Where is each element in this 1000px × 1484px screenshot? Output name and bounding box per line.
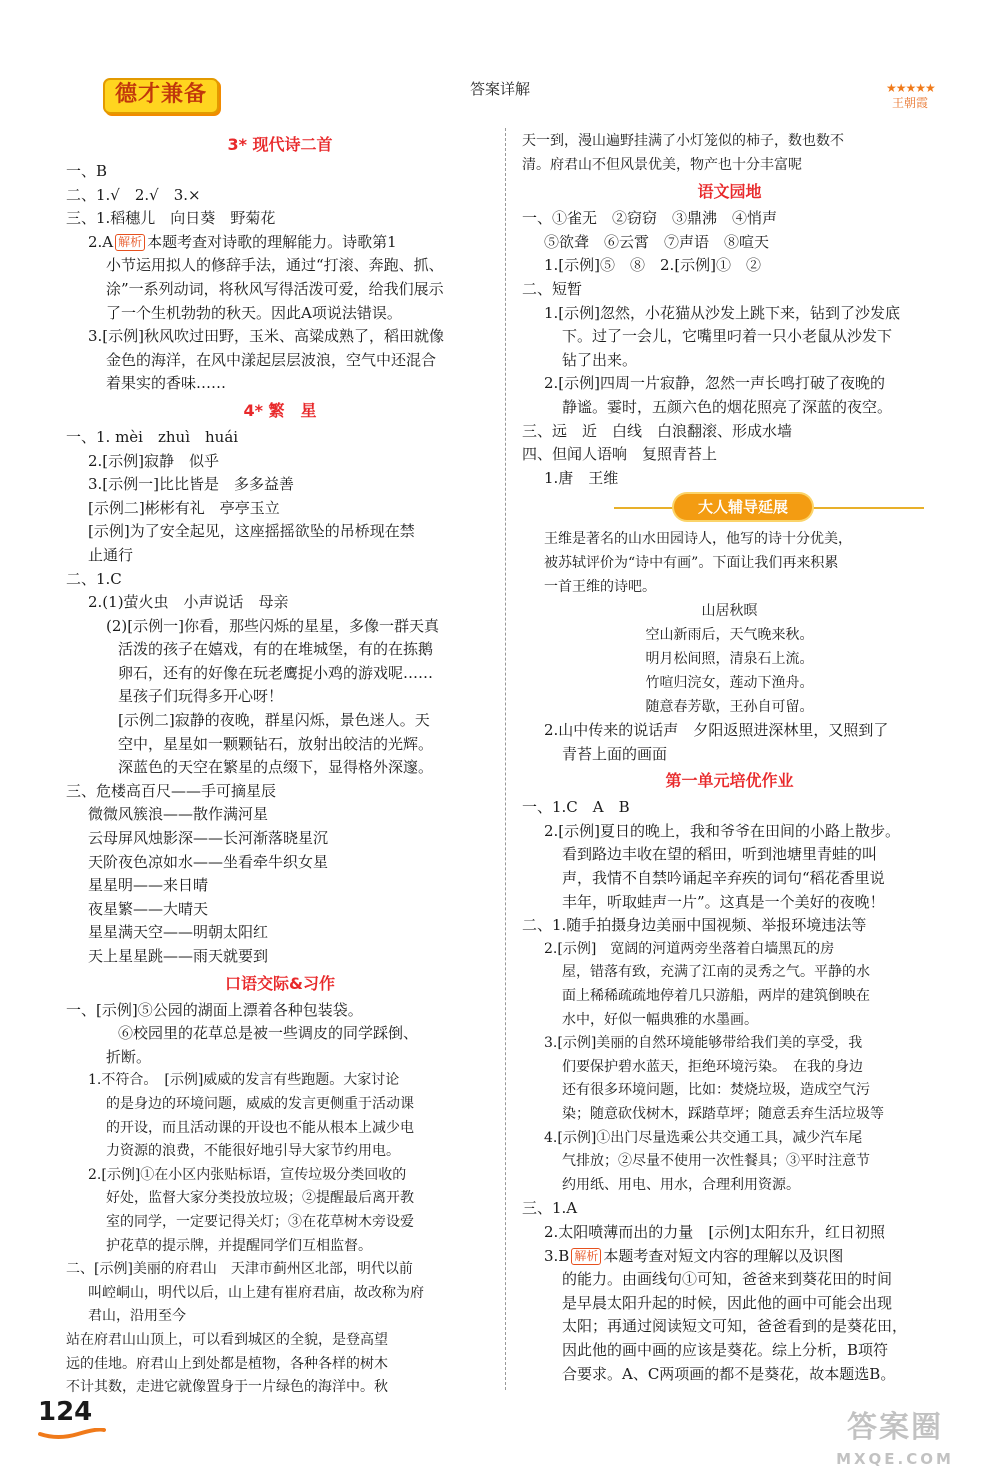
text-line: 一、1. mèi zhuì huái <box>66 427 239 446</box>
text-line: 云母屏风烛影深——长河渐落晓星沉 <box>88 829 329 848</box>
text-line: 因此他的画中画的应该是葵花。综上分析，B项符 <box>562 1340 889 1359</box>
text-line: 4.[示例]①出门尽量选乘公共交通工具，减少汽车尾 <box>544 1129 863 1146</box>
text-line: 四、但闻人语响 复照青苔上 <box>522 445 718 464</box>
left-column <box>66 130 494 1400</box>
section-title-lesson4: 4* 繁 星 <box>243 400 317 420</box>
text-line: 王维是著名的山水田园诗人，他写的诗十分优美， <box>544 531 852 548</box>
right-column <box>522 130 937 1386</box>
text-line: 的是身边的环境问题，威威的发言更侧重于活动课 <box>106 1095 414 1112</box>
text-line: 好处，监督大家分类投放垃圾；②提醒最后离开教 <box>106 1190 414 1207</box>
text-line: 天上星星跳——雨天就要到 <box>88 947 269 965</box>
text-line: 星星满天空——明朝太阳红 <box>88 923 269 942</box>
text-line: 二、1.√ 2.√ 3.× <box>66 185 201 204</box>
text-line: 2.[示例]①在小区内张贴标语，宣传垃圾分类回收的 <box>88 1166 407 1183</box>
watermark <box>820 1408 970 1478</box>
text-line: 2.山中传来的说话声 夕阳返照进深林里，又照到了 <box>544 721 889 740</box>
text-line: 二、短暂 <box>522 279 583 298</box>
text-line: 被苏轼评价为“诗中有画”。下面让我们再来积累 <box>544 554 839 571</box>
text-line: 深蓝色的天空在繁星的点缀下，显得格外深邃。 <box>118 758 434 777</box>
text-line: 叫崆峒山，明代以后，山上建有崔府君庙，故改称为府 <box>88 1284 424 1301</box>
text-line: 的能力。由画线句①可知，爸爸来到葵花田的时间 <box>562 1270 893 1289</box>
section-title-speaking-writing: 口语交际&习作 <box>225 973 335 993</box>
watermark-title: 答案圈 <box>847 1410 943 1445</box>
section-title-unit1-homework: 第一单元培优作业 <box>665 771 794 791</box>
text-line: 青苔上面的画面 <box>562 744 668 763</box>
text-line: 2.[示例] 宽阔的河道两旁坐落着白墙黑瓦的房 <box>544 940 835 957</box>
brand-logo: 德才兼备 <box>103 78 219 114</box>
text-line: [示例]为了安全起见，这座摇摇欲坠的吊桥现在禁 <box>88 522 415 541</box>
text-line: 1.不符合。 [示例]威威的发言有些跑题。大家讨论 <box>88 1072 400 1089</box>
text-line: 合要求。A、C两项画的都不是葵花，故本题选B。 <box>562 1364 896 1383</box>
text-line: 三、危楼高百尺——手可摘星辰 <box>66 781 277 800</box>
text-line <box>522 1245 937 1269</box>
text-line: 一首王维的诗吧。 <box>544 578 656 595</box>
text-line: 卵石，还有的好像在玩老鹰捉小鸡的游戏呢…… <box>118 663 434 682</box>
text-line: 们要保护碧水蓝天，拒绝环境污染。 在我的身边 <box>562 1058 863 1075</box>
text-line: 金色的海洋，在风中漾起层层波浪，空气中还混合 <box>106 350 437 369</box>
text-line: 止通行 <box>88 545 134 564</box>
page-header <box>0 0 1000 120</box>
text-line: 着果实的香味…… <box>106 374 227 393</box>
text-line: 夜星繁——大晴天 <box>88 899 209 918</box>
page-title: 答案详解 <box>469 80 530 98</box>
text-line: 君山，沿用至今 <box>88 1308 186 1325</box>
text-line: 面上稀稀疏疏地停着几只游船，两岸的建筑倒映在 <box>562 988 870 1005</box>
text-line: 还有很多环境问题，比如：焚烧垃圾，造成空气污 <box>562 1082 870 1099</box>
text-line: 1.[示例]⑤ ⑧ 2.[示例]① ② <box>544 256 762 275</box>
section-title-chinese-garden: 语文园地 <box>697 182 762 202</box>
text-line: 力资源的浪费，不能很好地引导大家节约用电。 <box>106 1143 400 1160</box>
text-line: 二、[示例]美丽的府君山 天津市蓟州区北部，明代以前 <box>66 1261 413 1278</box>
text-span: 2.A <box>88 232 114 251</box>
page-number: 124 <box>38 1397 93 1427</box>
poem-line: 明月松间照，清泉石上流。 <box>645 651 814 668</box>
text-line: 室的同学，一定要记得关灯；③在花草树木旁设爱 <box>106 1213 414 1230</box>
text-line: 染；随意砍伐树木，踩踏草坪；随意丢弃生活垃圾等 <box>562 1106 884 1122</box>
publisher-logo-text: 王朝霞 <box>892 96 929 110</box>
extension-banner-label: 大人辅导延展 <box>674 494 812 520</box>
text-line: 天阶夜色凉如水——坐看牵牛织女星 <box>88 852 329 871</box>
text-line: 气排放；②尽量不使用一次性餐具；③平时注意节 <box>562 1153 870 1170</box>
publisher-logo <box>872 82 952 112</box>
text-line: 星孩子们玩得多开心呀！ <box>118 687 284 706</box>
text-line: 天一到，漫山遍野挂满了小灯笼似的柿子，数也数不 <box>522 133 844 149</box>
poem-title: 山居秋暝 <box>701 603 758 620</box>
text-line: 2.[示例]四周一片寂静，忽然一声长鸣打破了夜晚的 <box>544 374 886 393</box>
text-line: 二、1.C <box>66 569 122 588</box>
text-line: 三、1.稻穗儿 向日葵 野菊花 <box>66 209 276 228</box>
text-line: 1.唐 王维 <box>544 468 619 487</box>
analysis-tag: 解析 <box>571 1248 601 1265</box>
text-line: 涂”一系列动词，将秋风写得活泼可爱，给我们展示 <box>106 279 444 298</box>
text-line: 护花草的提示牌，并提醒同学们互相监督。 <box>106 1237 372 1254</box>
text-line: 屋，错落有致，充满了江南的灵秀之气。平静的水 <box>562 964 870 981</box>
watermark-url: MXQE.COM <box>836 1450 954 1468</box>
text-line: 一、①雀无 ②窃窃 ③鼎沸 ④悄声 <box>522 209 778 228</box>
text-line: 约用纸、用电、用水，合理利用资源。 <box>562 1176 800 1193</box>
text-line: 清。府君山不但风景优美，物产也十分丰富呢 <box>522 156 802 173</box>
text-line: 远的佳地。府君山上到处都是植物，各种各样的树木 <box>66 1355 388 1372</box>
text-line: 星星明——来日晴 <box>88 876 209 895</box>
text-line: 折断。 <box>106 1047 152 1066</box>
text-line: 三、远 近 白线 白浪翻滚、形成水墙 <box>522 421 793 440</box>
text-span: 3.B <box>544 1246 570 1265</box>
swoosh-icon <box>38 1428 106 1440</box>
text-line: 2.(1)萤火虫 小声说话 母亲 <box>88 593 289 612</box>
column-divider <box>505 128 506 1390</box>
text-line: 静谧。霎时，五颜六色的烟花照亮了深蓝的夜空。 <box>562 397 893 416</box>
text-line: 2.[示例]夏日的晚上，我和爷爷在田间的小路上散步。 <box>544 821 901 840</box>
text-line: 的开设，而且活动课的开设也不能从根本上减少电 <box>106 1119 414 1136</box>
text-line: 声，我情不自禁吟诵起辛弃疾的词句“稻花香里说 <box>562 869 885 888</box>
text-line: 1.[示例]忽然，小花猫从沙发上跳下来，钻到了沙发底 <box>544 303 901 322</box>
text-line: 站在府君山山顶上，可以看到城区的全貌，是登高望 <box>66 1331 388 1348</box>
poem-line: 空山新雨后，天气晚来秋。 <box>645 627 814 644</box>
text-line: 了一个生机勃勃的秋天。因此A项说法错误。 <box>106 303 402 322</box>
text-span: 本题考查对短文内容的理解以及识图 <box>603 1246 844 1265</box>
text-line: 太阳；再通过阅读短文可知，爸爸看到的是葵花田， <box>562 1317 908 1336</box>
text-line: 3.[示例]秋风吹过田野，玉米、高粱成熟了，稻田就像 <box>88 327 445 346</box>
poem-line: 竹喧归浣女，莲动下渔舟。 <box>645 675 814 692</box>
text-line: 一、[示例]⑤公园的湖面上漂着各种包装袋。 <box>66 1000 363 1019</box>
text-line: 小节运用拟人的修辞手法，通过“打滚、奔跑、抓、 <box>106 256 444 275</box>
text-line: (2)[示例一]你看，那些闪烁的星星，多像一群天真 <box>106 616 439 635</box>
text-line: 活泼的孩子在嬉戏，有的在堆城堡，有的在拣鹅 <box>118 640 434 659</box>
text-line: 丰年，听取蛙声一片”。这真是一个美好的夜晚！ <box>562 892 885 911</box>
text-line: [示例二]寂静的夜晚，群星闪烁，景色迷人。天 <box>118 711 430 730</box>
text-line: 一、1.C A B <box>522 798 630 817</box>
text-line: 2.太阳喷薄而出的力量 [示例]太阳东升，红日初照 <box>544 1222 886 1241</box>
text-line <box>66 231 494 255</box>
text-line: 三、1.A <box>522 1199 578 1218</box>
stars-icon: ★★★★★ <box>886 81 935 95</box>
text-line: ⑤欲聋 ⑥云霄 ⑦声语 ⑧喧天 <box>544 232 770 251</box>
poem-line: 随意春芳歇，王孙自可留。 <box>645 699 814 716</box>
text-line: 是早晨太阳升起的时候，因此他的画中可能会出现 <box>562 1293 893 1312</box>
text-line: 微微风簇浪——散作满河星 <box>88 805 269 824</box>
text-line: 水中，好似一幅典雅的水墨画。 <box>562 1011 758 1028</box>
text-line: 不计其数，走进它就像置身于一片绿色的海洋中。秋 <box>66 1379 388 1396</box>
text-span: 本题考查对诗歌的理解能力。诗歌第1 <box>147 232 397 251</box>
text-line: 钻了出来。 <box>562 350 638 369</box>
text-line: 一、B <box>66 162 108 180</box>
text-line: 3.[示例]美丽的自然环境能够带给我们美的享受，我 <box>544 1035 863 1052</box>
text-line: 看到路边丰收在望的稻田，听到池塘里青蛙的叫 <box>562 845 878 864</box>
text-line: 空中，星星如一颗颗钻石，放射出皎洁的光辉。 <box>118 734 434 753</box>
analysis-tag: 解析 <box>115 234 145 251</box>
text-line: [示例二]彬彬有礼 亭亭玉立 <box>88 498 280 517</box>
text-line: 二、1.随手拍摄身边美丽中国视频、举报环境违法等 <box>522 916 867 935</box>
text-line: 下。过了一会儿，它嘴里叼着一只小老鼠从沙发下 <box>562 327 893 346</box>
text-line: ⑥校园里的花草总是被一些调皮的同学踩倒、 <box>118 1024 419 1043</box>
extension-banner <box>522 492 937 524</box>
section-title-lesson3: 3* 现代诗二首 <box>227 135 333 154</box>
text-line: 2.[示例]寂静 似乎 <box>88 451 220 470</box>
text-line: 3.[示例一]比比皆是 多多益善 <box>88 475 295 494</box>
